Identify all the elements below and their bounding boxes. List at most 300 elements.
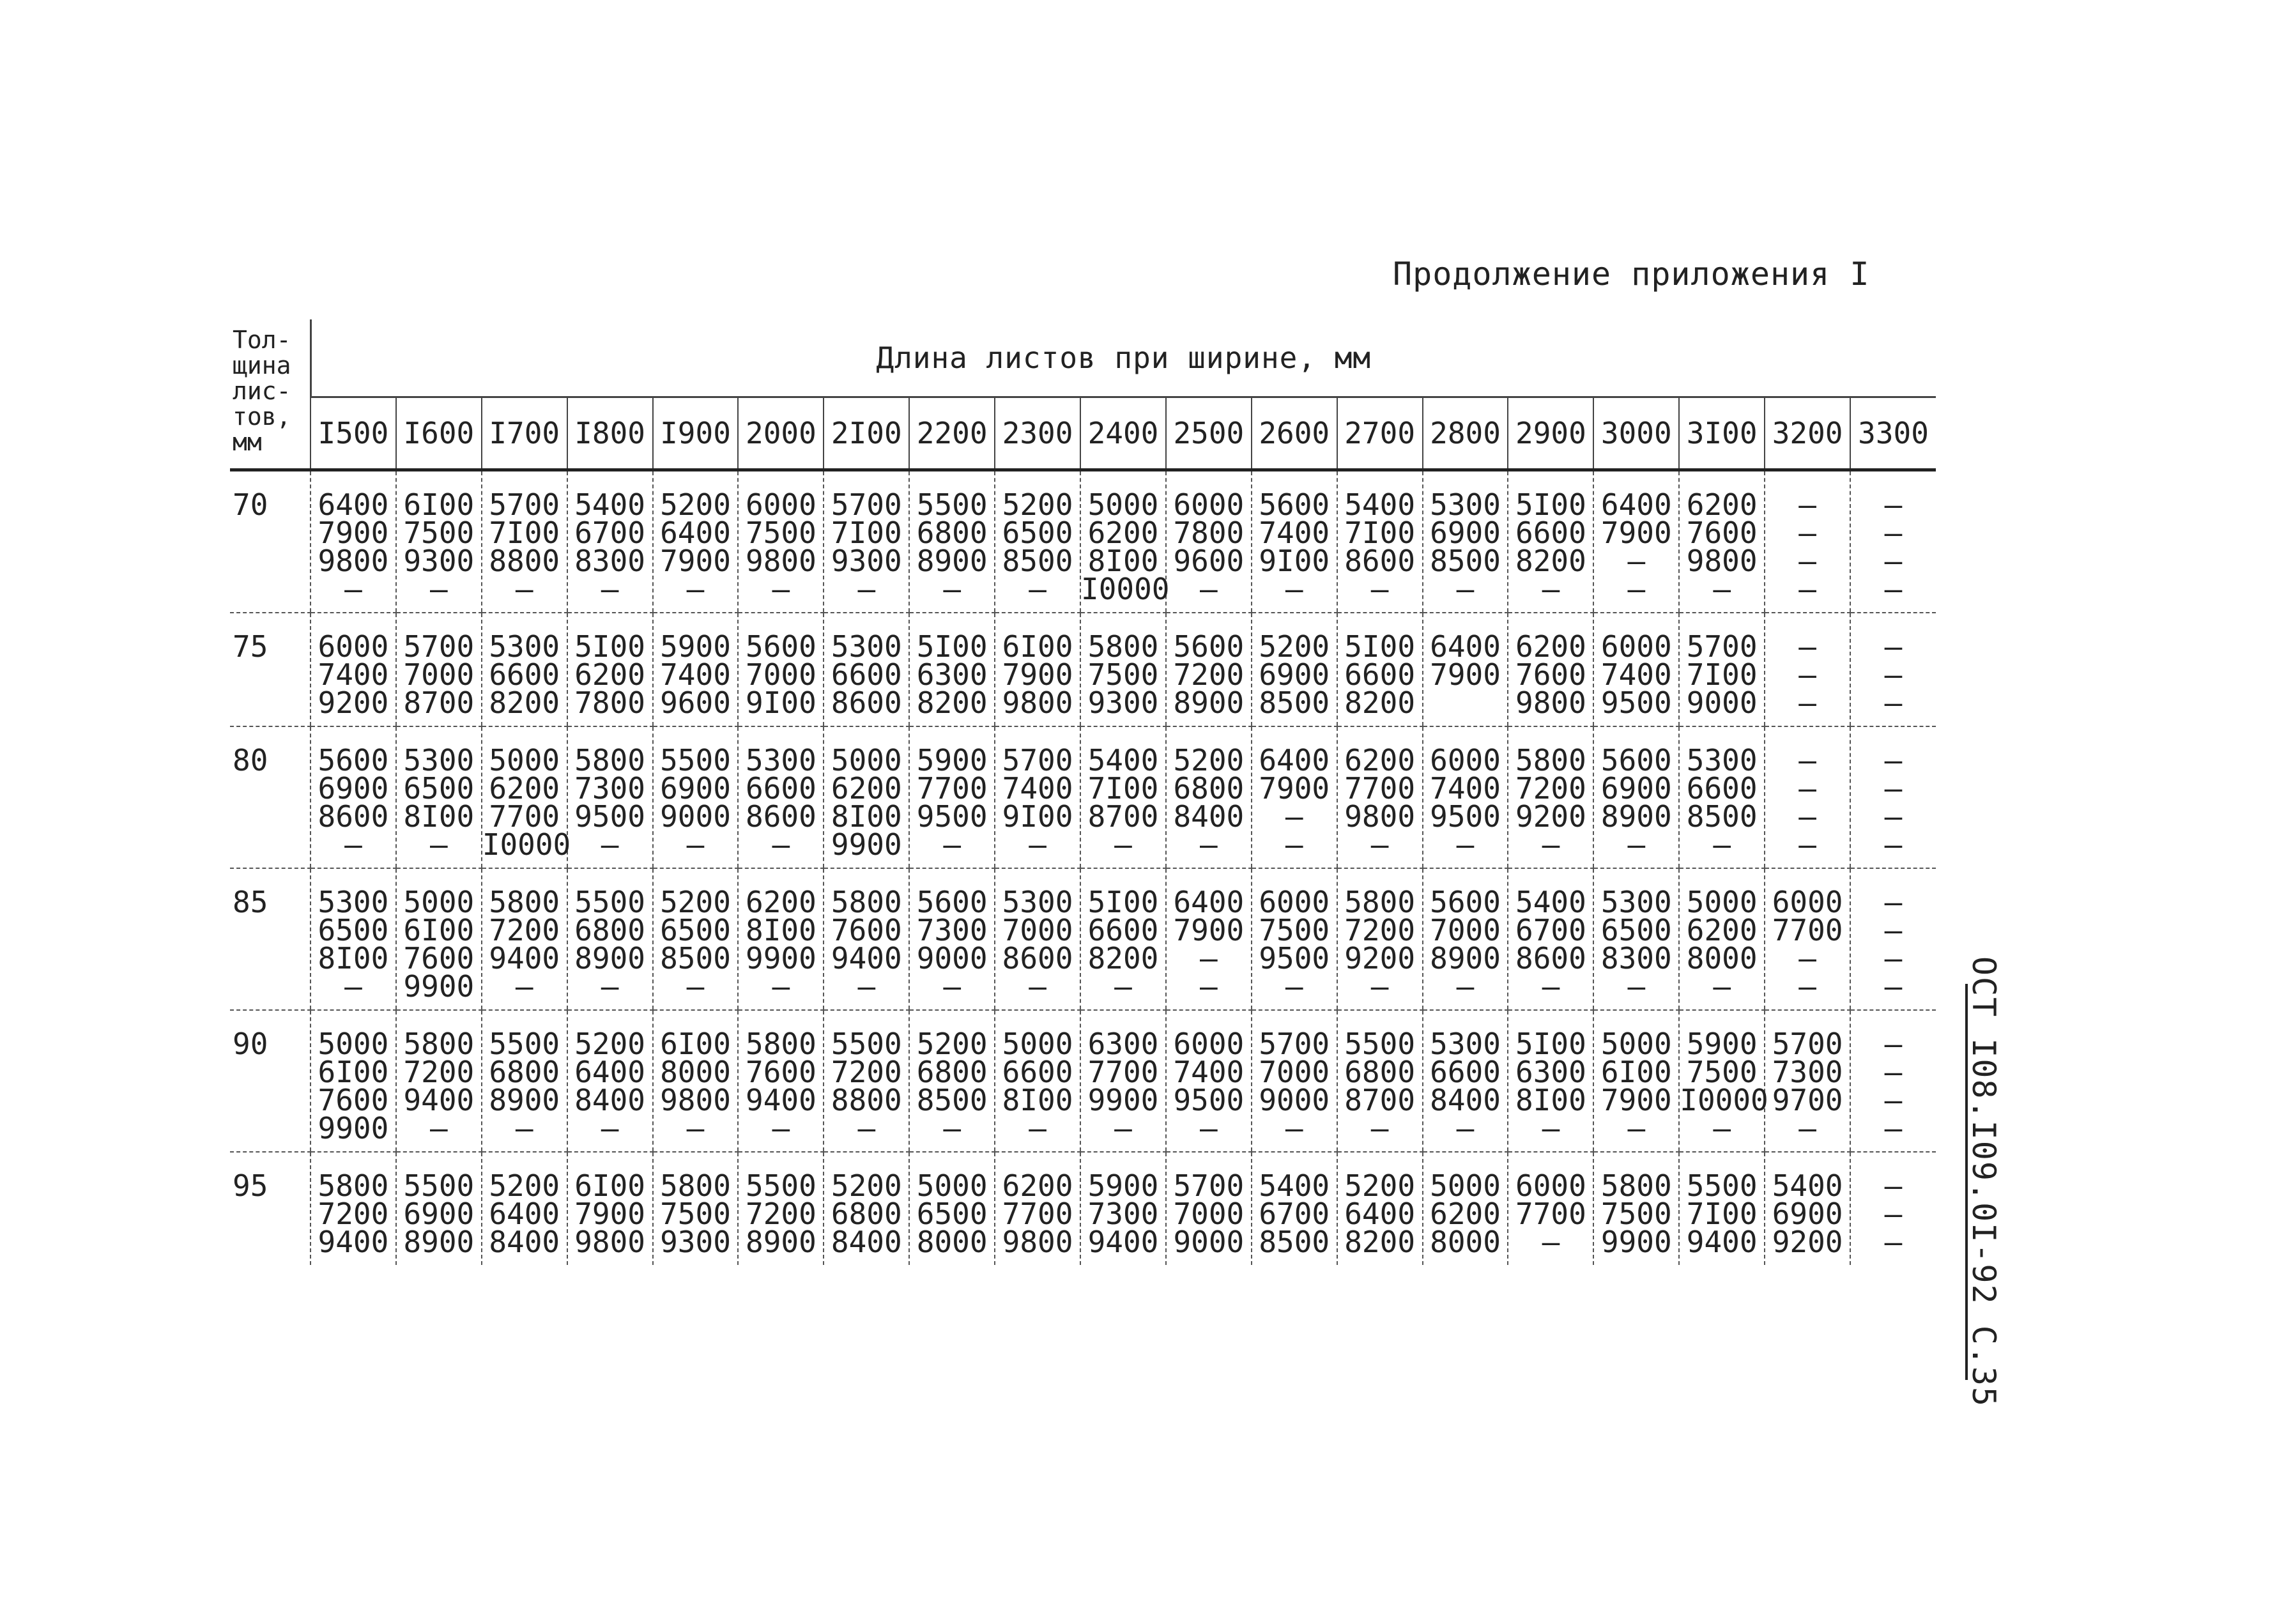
length-value: — (1798, 941, 1816, 976)
length-cell (310, 868, 396, 1010)
length-cell (482, 613, 567, 726)
length-value: 9800 (746, 544, 816, 578)
length-value: 6800 (831, 1197, 902, 1231)
length-value: 7400 (1600, 657, 1672, 692)
length-cell (1337, 470, 1423, 613)
length-value: 6200 (574, 657, 645, 692)
length-value (1423, 689, 1508, 717)
length-value: — (1884, 1083, 1903, 1117)
length-value: 8600 (746, 799, 816, 834)
length-cell (1166, 470, 1252, 613)
length-value: 9200 (1344, 941, 1416, 976)
length-value: 7200 (1515, 771, 1586, 806)
length-value: 6I00 (660, 1027, 731, 1061)
length-value: 8500 (1259, 1225, 1330, 1259)
length-value: 7I00 (1087, 771, 1159, 806)
length-value: 9500 (1600, 686, 1672, 720)
thickness-row (230, 613, 1936, 726)
length-value: 9300 (1087, 686, 1159, 720)
length-value: 6300 (916, 657, 988, 692)
length-value: 5000 (1686, 885, 1758, 919)
length-value: — (686, 1111, 705, 1145)
length-value: 9000 (1259, 1083, 1330, 1117)
length-cell (310, 613, 396, 726)
length-value: 6000 (1259, 885, 1330, 919)
length-value: — (1713, 969, 1731, 1004)
length-value: 7900 (1173, 913, 1245, 947)
length-value: 8300 (574, 544, 645, 578)
length-value: 6700 (1515, 913, 1586, 947)
length-value: — (1798, 629, 1816, 664)
length-value: — (1542, 1225, 1560, 1259)
length-value: I0000 (1680, 1083, 1768, 1117)
length-value: — (1884, 771, 1903, 806)
length-value: 6600 (1002, 1055, 1073, 1089)
length-value: — (1798, 771, 1816, 806)
length-value: 9200 (318, 686, 389, 720)
length-value: — (515, 572, 533, 606)
length-value: — (1798, 487, 1816, 522)
length-value: — (1627, 827, 1646, 862)
length-cell (1508, 1152, 1593, 1265)
length-value: — (1798, 1111, 1816, 1145)
length-value: 5200 (660, 487, 731, 522)
length-value: — (1798, 827, 1816, 862)
length-value: 5500 (574, 885, 645, 919)
length-value: — (1456, 1111, 1475, 1145)
length-value: 9500 (1173, 1083, 1245, 1117)
length-value: 9900 (1600, 1225, 1672, 1259)
length-value: — (1798, 657, 1816, 692)
length-value: — (1884, 1168, 1903, 1203)
length-value: 8000 (916, 1225, 988, 1259)
length-value: 9900 (1087, 1083, 1159, 1117)
length-cell (396, 470, 482, 613)
length-value: 5500 (1344, 1027, 1416, 1061)
length-value: — (1884, 885, 1903, 919)
length-value: — (1884, 1225, 1903, 1259)
length-value: — (515, 1111, 533, 1145)
length-value: 6800 (574, 913, 645, 947)
length-value: 9I00 (746, 686, 816, 720)
length-cell (1679, 613, 1765, 726)
length-value: 9800 (574, 1225, 645, 1259)
length-value: 7I00 (1686, 1197, 1758, 1231)
length-value: — (1884, 941, 1903, 976)
length-value: 6200 (1430, 1197, 1501, 1231)
thickness-value: 85 (230, 868, 310, 1010)
length-value: 5500 (831, 1027, 902, 1061)
length-value: 7000 (1259, 1055, 1330, 1089)
length-value: 9400 (1686, 1225, 1758, 1259)
length-cell (1850, 726, 1936, 868)
thickness-row (230, 868, 1936, 1010)
length-cell (1765, 1152, 1850, 1265)
length-value: 8900 (1173, 686, 1245, 720)
length-value: 5700 (403, 629, 475, 664)
length-value: — (344, 827, 362, 862)
length-value: 7200 (1173, 657, 1245, 692)
length-value: 9000 (1686, 686, 1758, 720)
length-value: 6000 (1515, 1168, 1586, 1203)
length-value: 6800 (1344, 1055, 1416, 1089)
length-value: 7700 (1087, 1055, 1159, 1089)
length-value: 8400 (1430, 1083, 1501, 1117)
length-value: — (1798, 544, 1816, 578)
length-value: — (1884, 827, 1903, 862)
length-cell (995, 868, 1080, 1010)
length-value: 6500 (318, 913, 389, 947)
length-value: — (1285, 799, 1303, 834)
length-cell (738, 1010, 824, 1152)
length-value: 5200 (1259, 629, 1330, 664)
length-value: 8500 (660, 941, 731, 976)
length-cell (995, 1010, 1080, 1152)
length-cell (1252, 1152, 1337, 1265)
length-value: 5300 (1002, 885, 1073, 919)
length-value: 5400 (1344, 487, 1416, 522)
length-value: — (1884, 516, 1903, 550)
length-value: 5800 (1344, 885, 1416, 919)
width-header: 3000 (1593, 397, 1679, 470)
length-value: 9700 (1772, 1083, 1843, 1117)
length-value: 6I00 (403, 913, 475, 947)
length-cell (1080, 868, 1166, 1010)
width-header: I500 (310, 397, 396, 470)
length-value: 5300 (1600, 885, 1672, 919)
length-cell (1679, 1152, 1765, 1265)
length-value: 5700 (1259, 1027, 1330, 1061)
length-cell (1765, 868, 1850, 1010)
length-value: — (1713, 827, 1731, 862)
length-value: 6I00 (574, 1168, 645, 1203)
length-value: 6900 (660, 771, 731, 806)
length-value: 9500 (574, 799, 645, 834)
length-cell (1508, 470, 1593, 613)
length-cell (824, 868, 909, 1010)
length-cell (396, 868, 482, 1010)
length-value: — (772, 1111, 790, 1145)
length-value: 9I00 (1002, 799, 1073, 834)
length-value: 7300 (916, 913, 988, 947)
length-value: — (1884, 913, 1903, 947)
length-value: 7400 (1259, 516, 1330, 550)
length-value: — (1627, 572, 1646, 606)
length-cell (567, 1152, 653, 1265)
length-value: 5000 (1600, 1027, 1672, 1061)
length-value: — (1370, 827, 1389, 862)
length-value: — (772, 572, 790, 606)
length-value: 5500 (916, 487, 988, 522)
length-cell (995, 726, 1080, 868)
length-value: 9900 (746, 941, 816, 976)
length-value: — (1884, 1111, 1903, 1145)
length-value: 8900 (1430, 941, 1501, 976)
length-cell (1850, 1010, 1936, 1152)
thickness-header-line: лис- (233, 377, 291, 405)
length-value: 9800 (1002, 686, 1073, 720)
length-cell (909, 613, 995, 726)
length-value: 6000 (1173, 1027, 1245, 1061)
length-cell (396, 1152, 482, 1265)
length-value: 9300 (660, 1225, 731, 1259)
length-cell (310, 726, 396, 868)
length-value: 5600 (746, 629, 816, 664)
width-header: I700 (482, 397, 567, 470)
length-value: 8700 (1087, 799, 1159, 834)
document-code-text: ОСТ I08.I09.0I-92 С.35 (1965, 956, 2002, 1408)
length-value: 7000 (1173, 1197, 1245, 1231)
thickness-row (230, 726, 1936, 868)
length-value: 7600 (831, 913, 902, 947)
length-value: 8400 (574, 1083, 645, 1117)
length-value: 5300 (318, 885, 389, 919)
length-value: 8900 (574, 941, 645, 976)
length-value: 7700 (1515, 1197, 1586, 1231)
length-cell (653, 726, 739, 868)
length-value: 7900 (1259, 771, 1330, 806)
length-cell (1166, 613, 1252, 726)
length-value: 5300 (489, 629, 560, 664)
length-cell (1252, 726, 1337, 868)
length-value: 5800 (489, 885, 560, 919)
length-value: 6900 (403, 1197, 475, 1231)
length-value: 7400 (660, 657, 731, 692)
length-value: — (1029, 1111, 1046, 1145)
length-value: 8400 (831, 1225, 902, 1259)
length-value: 5200 (489, 1168, 560, 1203)
length-value: — (1798, 969, 1816, 1004)
length-value: 8900 (489, 1083, 560, 1117)
length-value: 7700 (1344, 771, 1416, 806)
length-cell (1765, 726, 1850, 868)
length-value: 5000 (916, 1168, 988, 1203)
thickness-header-line: тов, (233, 402, 291, 431)
length-cell (1337, 726, 1423, 868)
length-value: 8000 (660, 1055, 731, 1089)
length-cell (567, 470, 653, 613)
length-value: — (344, 969, 362, 1004)
length-cell (995, 1152, 1080, 1265)
length-value: 5000 (831, 743, 902, 778)
length-value: 5400 (1087, 743, 1159, 778)
length-value: 7000 (746, 657, 816, 692)
length-value: 5700 (831, 487, 902, 522)
length-value: 5800 (660, 1168, 731, 1203)
length-value: — (1542, 969, 1560, 1004)
length-cell (1252, 868, 1337, 1010)
document-code (1965, 956, 2002, 1408)
length-value: 7900 (1600, 1083, 1672, 1117)
length-value: 5600 (1430, 885, 1501, 919)
thickness-header-line: Тол- (233, 326, 291, 354)
length-value: — (1114, 827, 1132, 862)
length-cell (1850, 1152, 1936, 1265)
length-value: 8200 (489, 686, 560, 720)
length-cell (396, 726, 482, 868)
length-value: 6200 (1087, 516, 1159, 550)
length-cell (738, 613, 824, 726)
length-cell (653, 613, 739, 726)
length-value: 5000 (1087, 487, 1159, 522)
length-cell (1337, 613, 1423, 726)
length-value: 7300 (1772, 1055, 1843, 1089)
length-value: — (344, 572, 362, 606)
length-value: 5I00 (1087, 885, 1159, 919)
length-value: — (1884, 544, 1903, 578)
length-cell (1765, 1010, 1850, 1152)
length-value: 6500 (403, 771, 475, 806)
length-cell (1423, 613, 1508, 726)
length-value: 7I00 (1344, 516, 1416, 550)
length-value: 6300 (1515, 1055, 1586, 1089)
length-value: 8400 (489, 1225, 560, 1259)
length-value: 8I00 (1002, 1083, 1073, 1117)
length-cell (1252, 470, 1337, 613)
length-value: 5200 (831, 1168, 902, 1203)
length-value: 5000 (489, 743, 560, 778)
length-value: 5900 (1686, 1027, 1758, 1061)
length-cell (1423, 868, 1508, 1010)
length-value: — (601, 572, 619, 606)
length-value: 5700 (1686, 629, 1758, 664)
length-value: 5800 (1600, 1168, 1672, 1203)
width-header: 3200 (1765, 397, 1850, 470)
length-value: 9800 (660, 1083, 731, 1117)
length-value: 7600 (1515, 657, 1586, 692)
length-cell (738, 470, 824, 613)
length-cell (653, 1152, 739, 1265)
length-cell (1166, 726, 1252, 868)
length-value: — (1542, 572, 1560, 606)
length-value: 5500 (660, 743, 731, 778)
length-value: 5I00 (1515, 1027, 1586, 1061)
length-value: 5600 (318, 743, 389, 778)
length-value: 8I00 (1087, 544, 1159, 578)
length-value: 6600 (1344, 657, 1416, 692)
length-value: 8I00 (746, 913, 816, 947)
length-value: 8600 (831, 686, 902, 720)
length-value: — (1713, 572, 1731, 606)
length-value: — (1884, 1055, 1903, 1089)
length-cell (995, 613, 1080, 726)
length-value: 6400 (489, 1197, 560, 1231)
length-value: 6600 (746, 771, 816, 806)
length-cell (1080, 613, 1166, 726)
length-value: 7400 (1430, 771, 1501, 806)
length-value: 7400 (1002, 771, 1073, 806)
length-value: — (1285, 572, 1303, 606)
length-value: 6800 (1173, 771, 1245, 806)
length-value: — (943, 1111, 962, 1145)
length-value: 5400 (1772, 1168, 1843, 1203)
width-header: 2900 (1508, 397, 1593, 470)
length-cell (1423, 1152, 1508, 1265)
length-value: 8600 (1515, 941, 1586, 976)
length-value: 5400 (1515, 885, 1586, 919)
length-value: 6200 (489, 771, 560, 806)
length-value: 7I00 (831, 516, 902, 550)
length-cell (567, 726, 653, 868)
length-value: 8500 (1002, 544, 1073, 578)
thickness-value: 75 (230, 613, 310, 726)
length-value: — (772, 969, 790, 1004)
length-cell (1850, 613, 1936, 726)
length-value: 9200 (1515, 799, 1586, 834)
length-cell (1508, 726, 1593, 868)
length-value: 7200 (746, 1197, 816, 1231)
length-value: 9400 (318, 1225, 389, 1259)
length-cell (396, 613, 482, 726)
length-value: 6600 (489, 657, 560, 692)
length-cell (567, 868, 653, 1010)
length-value: 8900 (403, 1225, 475, 1259)
length-value: 9800 (1344, 799, 1416, 834)
length-value: 7900 (1430, 657, 1501, 692)
length-value: 7900 (574, 1197, 645, 1231)
length-value: 8I00 (403, 799, 475, 834)
length-value: — (1798, 572, 1816, 606)
length-value: 6500 (660, 913, 731, 947)
length-value: 6500 (916, 1197, 988, 1231)
length-value: 5000 (1430, 1168, 1501, 1203)
thickness-value: 70 (230, 470, 310, 613)
length-value: 6I00 (403, 487, 475, 522)
length-cell (1423, 726, 1508, 868)
length-value: — (1713, 1111, 1731, 1145)
length-value: — (1884, 799, 1903, 834)
length-value: 6600 (831, 657, 902, 692)
length-value: 5300 (1430, 487, 1501, 522)
length-value: — (1114, 1111, 1132, 1145)
length-cell (653, 470, 739, 613)
length-value: 9000 (1173, 1225, 1245, 1259)
length-cell (482, 1152, 567, 1265)
length-value: 7700 (1772, 913, 1843, 947)
length-value: — (429, 827, 448, 862)
length-value: 5300 (1430, 1027, 1501, 1061)
length-value: — (1029, 969, 1046, 1004)
length-value: 6I00 (1600, 1055, 1672, 1089)
length-cell (310, 1152, 396, 1265)
length-value: 6200 (1686, 913, 1758, 947)
length-value: 9400 (1087, 1225, 1159, 1259)
length-value: — (429, 572, 448, 606)
length-value: — (1627, 544, 1646, 578)
length-value: 6700 (1259, 1197, 1330, 1231)
length-cell (824, 613, 909, 726)
length-value: 8000 (1686, 941, 1758, 976)
length-value: 7I00 (489, 516, 560, 550)
length-value: 7600 (403, 941, 475, 976)
length-value: 5800 (1515, 743, 1586, 778)
length-value: 7500 (1600, 1197, 1672, 1231)
length-value: 7600 (1686, 516, 1758, 550)
length-value: — (1884, 743, 1903, 778)
length-cell (1508, 1010, 1593, 1152)
length-cell (1679, 470, 1765, 613)
length-cell (1593, 868, 1679, 1010)
length-value: 6900 (1430, 516, 1501, 550)
length-value: — (686, 572, 705, 606)
length-value: 8600 (1344, 544, 1416, 578)
length-value: 6200 (1686, 487, 1758, 522)
length-value: 5700 (1002, 743, 1073, 778)
length-cell (909, 726, 995, 868)
length-value: — (1200, 572, 1218, 606)
length-cell (1080, 1010, 1166, 1152)
length-value: — (686, 969, 705, 1004)
